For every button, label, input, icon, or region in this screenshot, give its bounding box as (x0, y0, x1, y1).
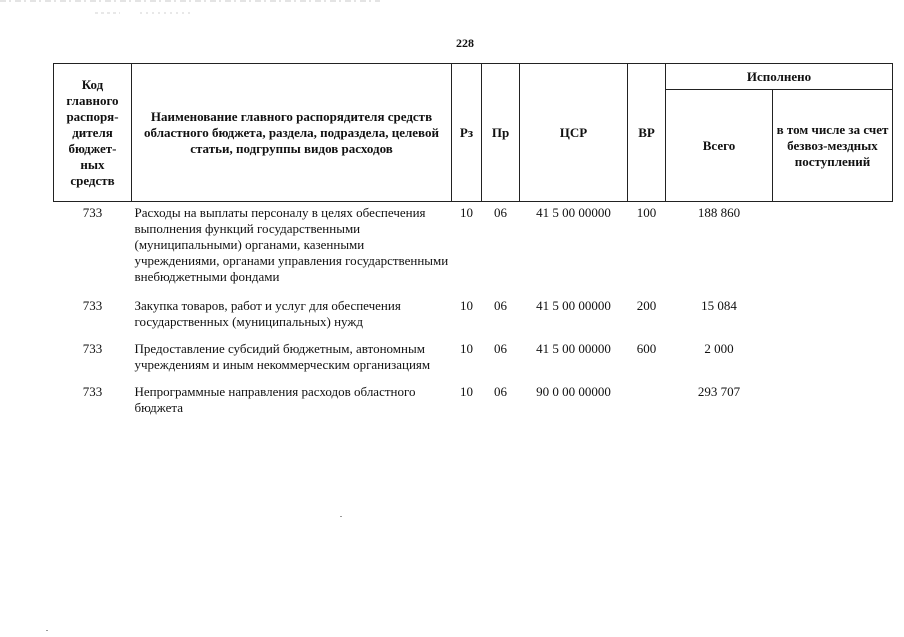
scan-speck (46, 630, 48, 631)
cell-name: Непрограммные направления расходов областного бюджета (134, 384, 416, 415)
cell-vr: 100 (636, 205, 657, 220)
cell-gratis (773, 341, 893, 384)
table-row (54, 341, 893, 384)
cell-name: Расходы на выплаты персоналу в целях обеспечения выполнения функций государственными (муниципальными) органами, казенными учреждениями, органами управления государственными внебюджетными фондами (134, 205, 449, 284)
cell-code: 733 (82, 384, 103, 399)
header-name: Наименование главного распорядителя средств областного бюджета, раздела, подраздела, целевой статьи, подгруппы видов расходов (132, 64, 452, 202)
header-rz: Рз (452, 64, 482, 202)
page-number: 228 (456, 36, 474, 50)
cell-code: 733 (82, 298, 103, 313)
header-csr: ЦСР (520, 64, 628, 202)
header-total: Всего (666, 90, 773, 202)
scan-artifacts (0, 0, 904, 20)
cell-name: Предоставление субсидий бюджетным, автономным учреждениям и иным некоммерческим организациям (134, 341, 431, 372)
cell-pr: 06 (494, 341, 507, 356)
table-row (54, 384, 893, 422)
cell-vr: 600 (636, 341, 657, 356)
cell-csr: 90 0 00 00000 (536, 384, 611, 399)
cell-gratis (773, 298, 893, 341)
header-executed: Исполнено (666, 64, 893, 90)
cell-total: 15 084 (701, 298, 737, 313)
table-row (54, 298, 893, 341)
cell-rz: 10 (460, 384, 473, 399)
expenditure-table (53, 63, 893, 422)
cell-code: 733 (82, 205, 103, 220)
cell-pr: 06 (494, 298, 507, 313)
cell-total: 188 860 (697, 205, 741, 220)
cell-gratis (773, 384, 893, 422)
cell-total: 2 000 (704, 341, 734, 356)
cell-code: 733 (82, 341, 103, 356)
cell-vr: 200 (636, 298, 657, 313)
cell-rz: 10 (460, 205, 473, 220)
cell-total: 293 707 (697, 384, 741, 399)
cell-name: Закупка товаров, работ и услуг для обеспечения государственных (муниципальных) нужд (134, 298, 401, 329)
header-vr: ВР (628, 64, 666, 202)
cell-pr: 06 (494, 384, 507, 399)
cell-rz: 10 (460, 298, 473, 313)
cell-rz: 10 (460, 341, 473, 356)
header-pr: Пр (482, 64, 520, 202)
header-gratis: в том числе за счет безвоз-мездных поступлений (773, 90, 893, 202)
cell-csr: 41 5 00 00000 (536, 341, 611, 356)
scan-speck (340, 516, 342, 517)
cell-csr: 41 5 00 00000 (536, 205, 611, 220)
cell-pr: 06 (494, 205, 507, 220)
header-code: Код главного распоря-дителя бюджет-ных средств (54, 64, 132, 202)
table-row (54, 202, 893, 299)
cell-csr: 41 5 00 00000 (536, 298, 611, 313)
cell-vr (628, 384, 666, 422)
cell-gratis (773, 202, 893, 299)
